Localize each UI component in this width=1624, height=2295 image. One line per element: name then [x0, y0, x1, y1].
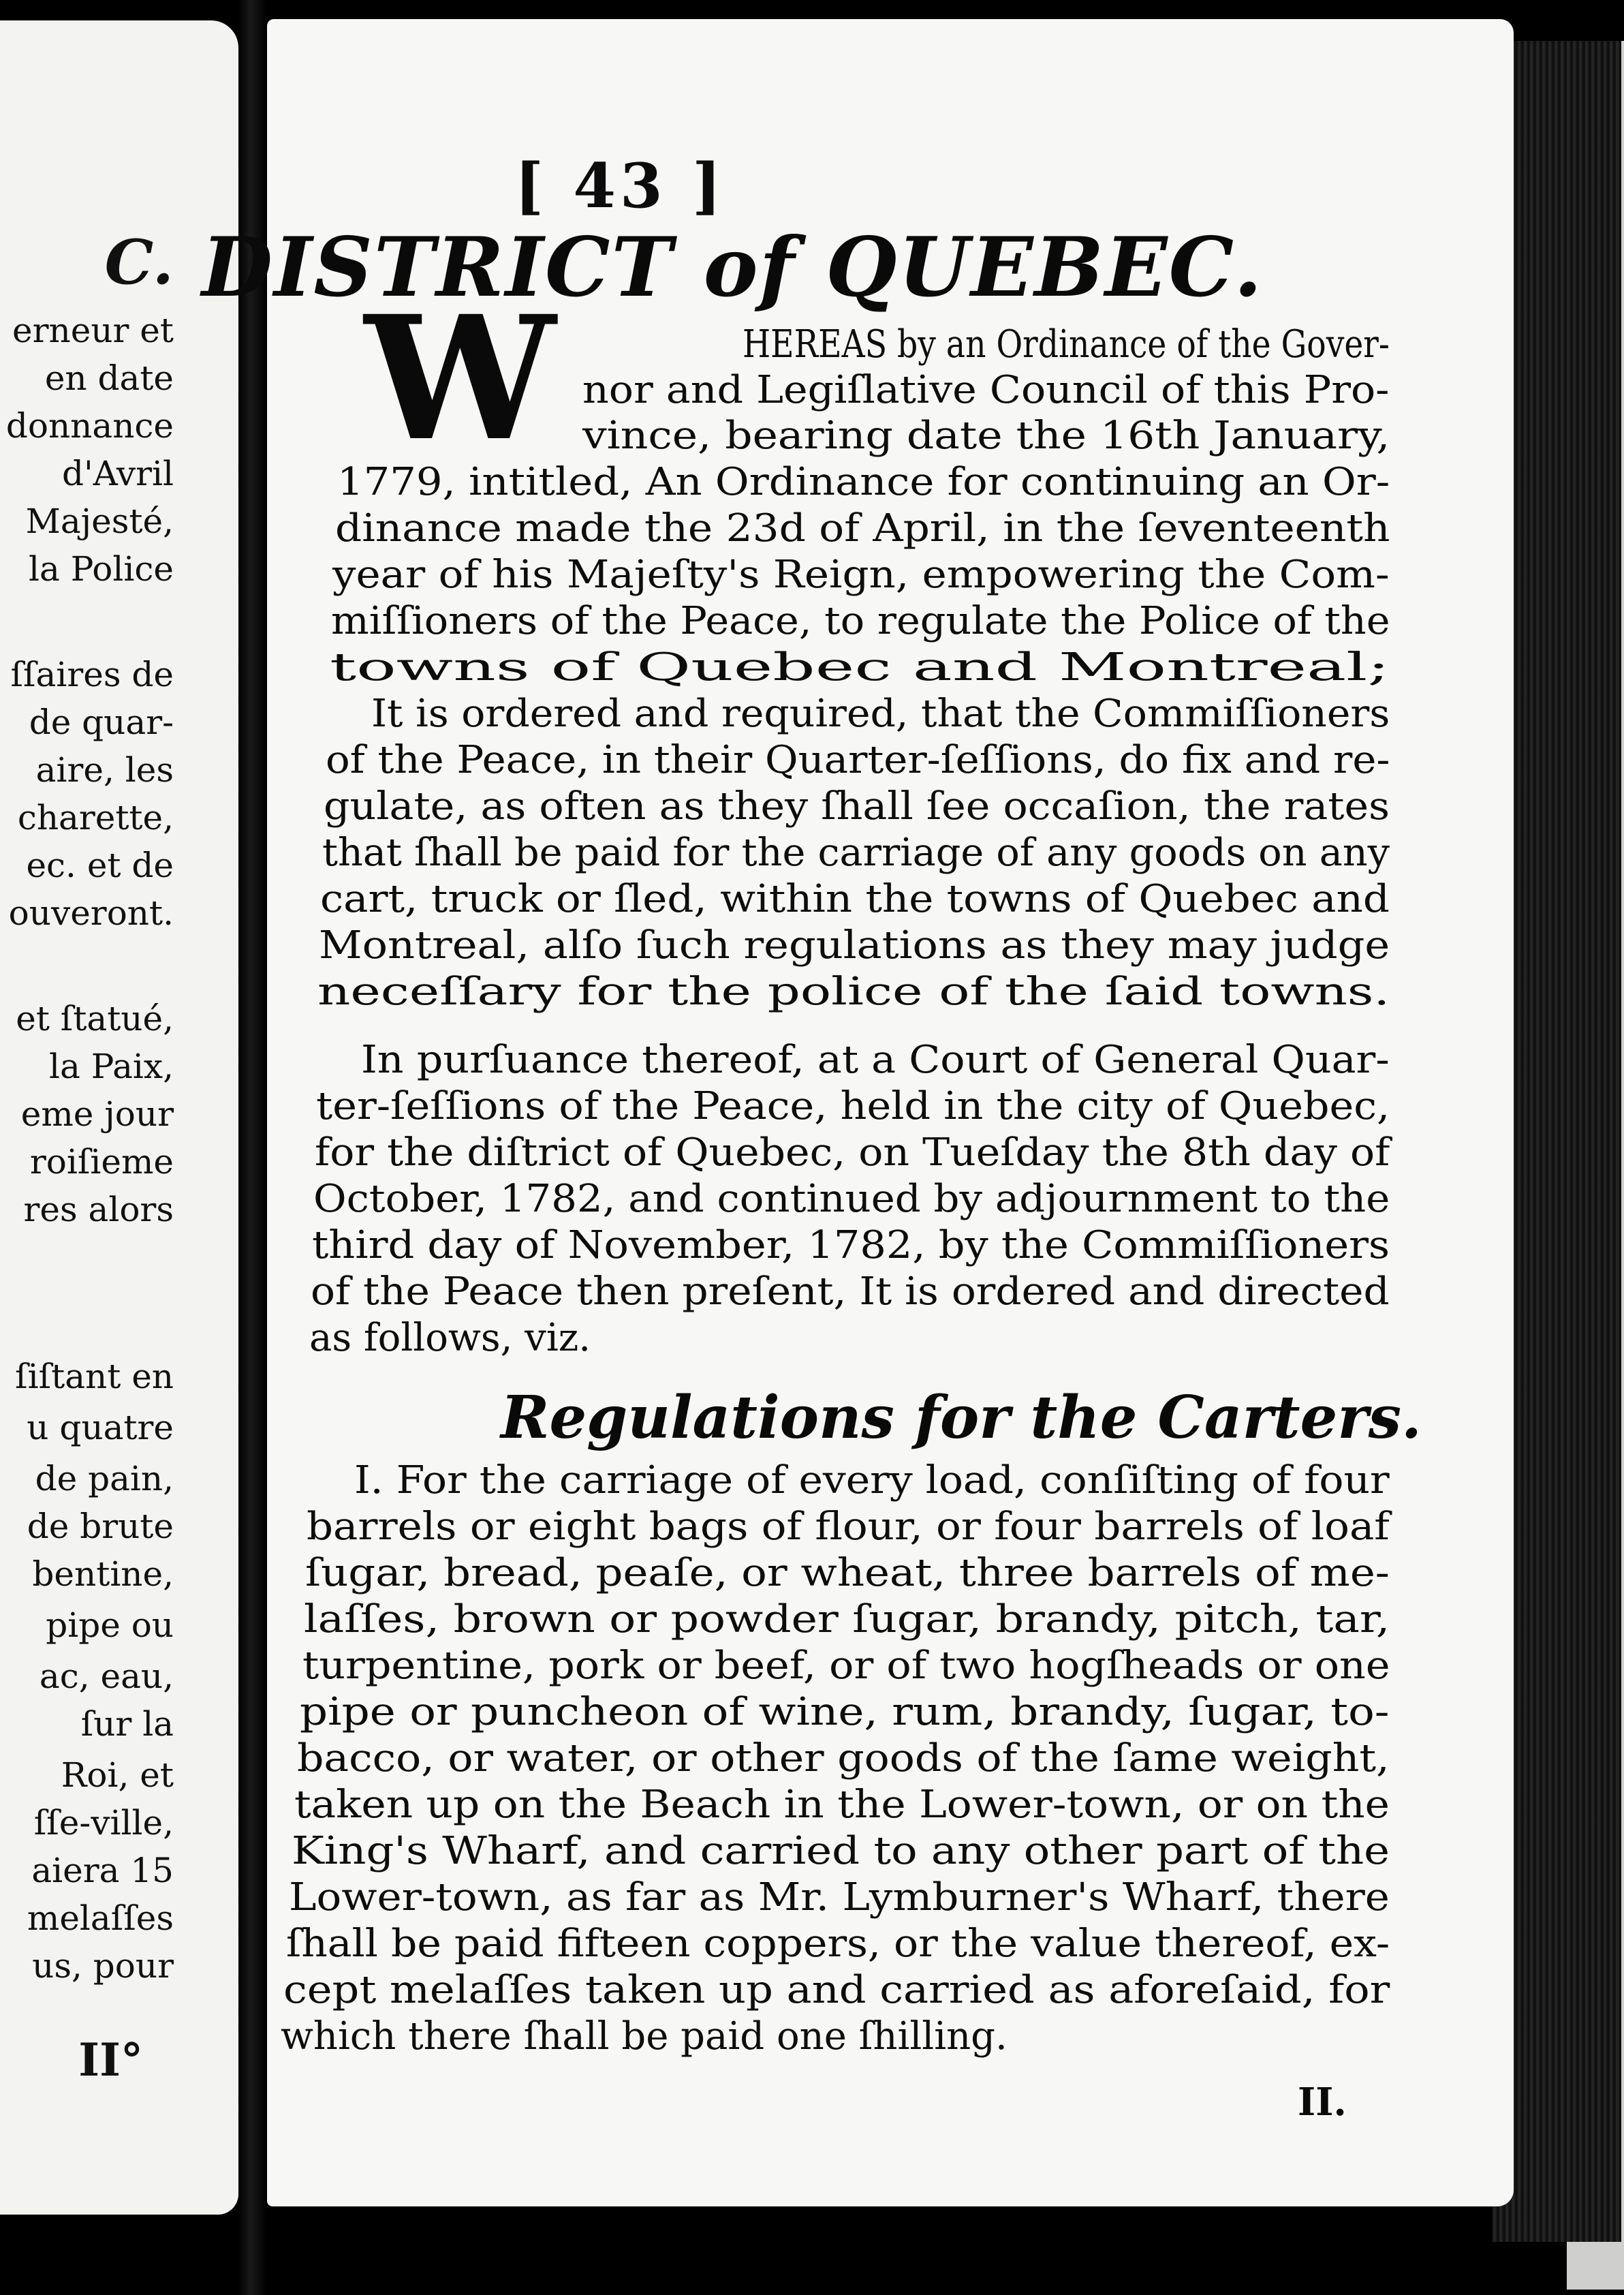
- body-line: vince, bearing date the 16th January,: [582, 414, 1390, 458]
- body-line: ter-ſeſſions of the Peace, held in the city of Quebec,: [316, 1084, 1390, 1128]
- section-subheading: Regulations for the Carters.: [501, 1383, 1422, 1452]
- body-line: dinance made the 23d of April, in the ſeventeenth: [335, 506, 1390, 551]
- regulation-line: ſhall be paid fifteen coppers, or the value thereof, ex-: [286, 1922, 1390, 1966]
- left-page-line: ec. et de: [26, 846, 174, 885]
- left-page-line: bentine,: [32, 1554, 174, 1594]
- body-line: neceſſary for the police of the ſaid towns.: [317, 970, 1390, 1014]
- left-page-line: aire, les: [35, 750, 174, 790]
- body-line: for the diſtrict of Quebec, on Tueſday the 8th day of: [315, 1130, 1390, 1175]
- left-page-line: de brute: [27, 1507, 174, 1546]
- body-line: miſſioners of the Peace, to regulate the Police of the: [331, 599, 1390, 643]
- drop-cap: W: [364, 278, 556, 478]
- left-page-line: ſur la: [80, 1704, 174, 1744]
- regulation-line: I. For the carriage of every load, conſiſting of four: [354, 1458, 1390, 1503]
- body-line: year of his Majeſty's Reign, empowering the Com-: [332, 553, 1390, 597]
- left-page-line: Majesté,: [25, 502, 174, 541]
- regulation-line: Lower-town, as far as Mr. Lymburner's Wharf, there: [289, 1875, 1390, 1920]
- left-page-line: de pain,: [35, 1459, 174, 1498]
- left-page-line: d'Avril: [62, 454, 174, 493]
- left-page-line: us, pour: [32, 1946, 174, 1986]
- left-page-line: erneur et: [12, 311, 174, 350]
- left-page-line: Roi, et: [61, 1755, 174, 1795]
- left-facing-page: [0, 20, 238, 2215]
- body-line: of the Peace, in their Quarter-ſeſſions, do fix and re-: [326, 738, 1390, 782]
- left-page-line: et ſtatué,: [16, 999, 174, 1038]
- regulation-line: barrels or eight bags of flour, or four barrels of loaf: [307, 1505, 1390, 1549]
- catchword: II.: [1298, 2080, 1347, 2125]
- body-line: cart, truck or ſled, within the towns of Quebec and: [320, 877, 1390, 921]
- left-page-line: ac, eau,: [39, 1657, 174, 1696]
- regulation-line: taken up on the Beach in the Lower-town, or on the: [294, 1783, 1390, 1827]
- left-page-catchword: II°: [78, 2033, 143, 2086]
- regulation-line: King's Wharf, and carried to any other part of the: [292, 1829, 1390, 1873]
- regulation-line: cept melaſſes taken up and carried as aforeſaid, for: [283, 1968, 1390, 2012]
- left-page-line: u quatre: [27, 1408, 174, 1447]
- body-line: HEREAS by an Ordinance of the Gover-: [743, 322, 1390, 367]
- body-line: as follows, viz.: [309, 1316, 591, 1360]
- body-line: third day of November, 1782, by the Commiſſioners: [312, 1223, 1390, 1267]
- body-line: 1779, intitled, An Ordinance for continuing an Or-: [337, 460, 1390, 504]
- left-page-line: charette,: [17, 798, 174, 837]
- left-page-line: eme jour: [20, 1094, 174, 1134]
- left-page-line: ſſe-ville,: [33, 1803, 174, 1843]
- left-page-line: ſſaires de: [10, 655, 174, 694]
- regulation-line: laſſes, brown or powder ſugar, brandy, pitch, tar,: [304, 1597, 1390, 1642]
- body-line: In purſuance thereof, at a Court of General Quar-: [361, 1038, 1390, 1082]
- regulation-line: which there ſhall be paid one ſhilling.: [281, 2014, 1008, 2059]
- left-page-line: de quar-: [29, 703, 174, 742]
- left-page-line: pipe ou: [46, 1605, 174, 1645]
- left-page-line: en date: [44, 358, 174, 398]
- body-line: It is ordered and required, that the Commiſſioners: [371, 692, 1390, 736]
- left-page-line: aiera 15: [31, 1851, 174, 1890]
- regulation-line: bacco, or water, or other goods of the ſame weight,: [297, 1736, 1390, 1781]
- left-page-line: ouveront.: [8, 893, 174, 933]
- left-page-line: la Paix,: [49, 1047, 174, 1086]
- book-gutter: [238, 0, 267, 2295]
- body-line: towns of Quebec and Montreal;: [330, 645, 1390, 690]
- page-number: [ 43 ]: [514, 150, 725, 222]
- body-line: Montreal, alſo ſuch regulations as they may judge: [319, 923, 1390, 968]
- regulation-line: pipe or puncheon of wine, rum, brandy, ſugar, to-: [300, 1690, 1390, 1734]
- left-page-line: la Police: [29, 549, 174, 589]
- left-page-line: melaſſes: [27, 1898, 174, 1938]
- left-page-line: res alors: [23, 1190, 174, 1229]
- left-page-line: roiſieme: [29, 1142, 174, 1182]
- body-line: gulate, as often as they ſhall ſee occaſion, the rates: [324, 784, 1390, 829]
- body-line: of the Peace then preſent, It is ordered and directed: [311, 1269, 1390, 1314]
- left-page-line: ſiſtant en: [15, 1357, 174, 1396]
- body-line: nor and Legiſlative Council of this Pro-: [582, 368, 1390, 412]
- left-page-line: donnance: [5, 406, 174, 446]
- page-title: DISTRICT of QUEBEC.: [202, 219, 1264, 315]
- regulation-line: ſugar, bread, peaſe, or wheat, three barrels of me-: [305, 1551, 1390, 1595]
- left-page-heading: C.: [104, 226, 174, 298]
- body-line: that ſhall be paid for the carriage of any goods on any: [322, 831, 1390, 875]
- regulation-line: turpentine, pork or beef, or of two hogſheads or one: [302, 1644, 1390, 1688]
- body-line: October, 1782, and continued by adjournment to the: [313, 1177, 1390, 1221]
